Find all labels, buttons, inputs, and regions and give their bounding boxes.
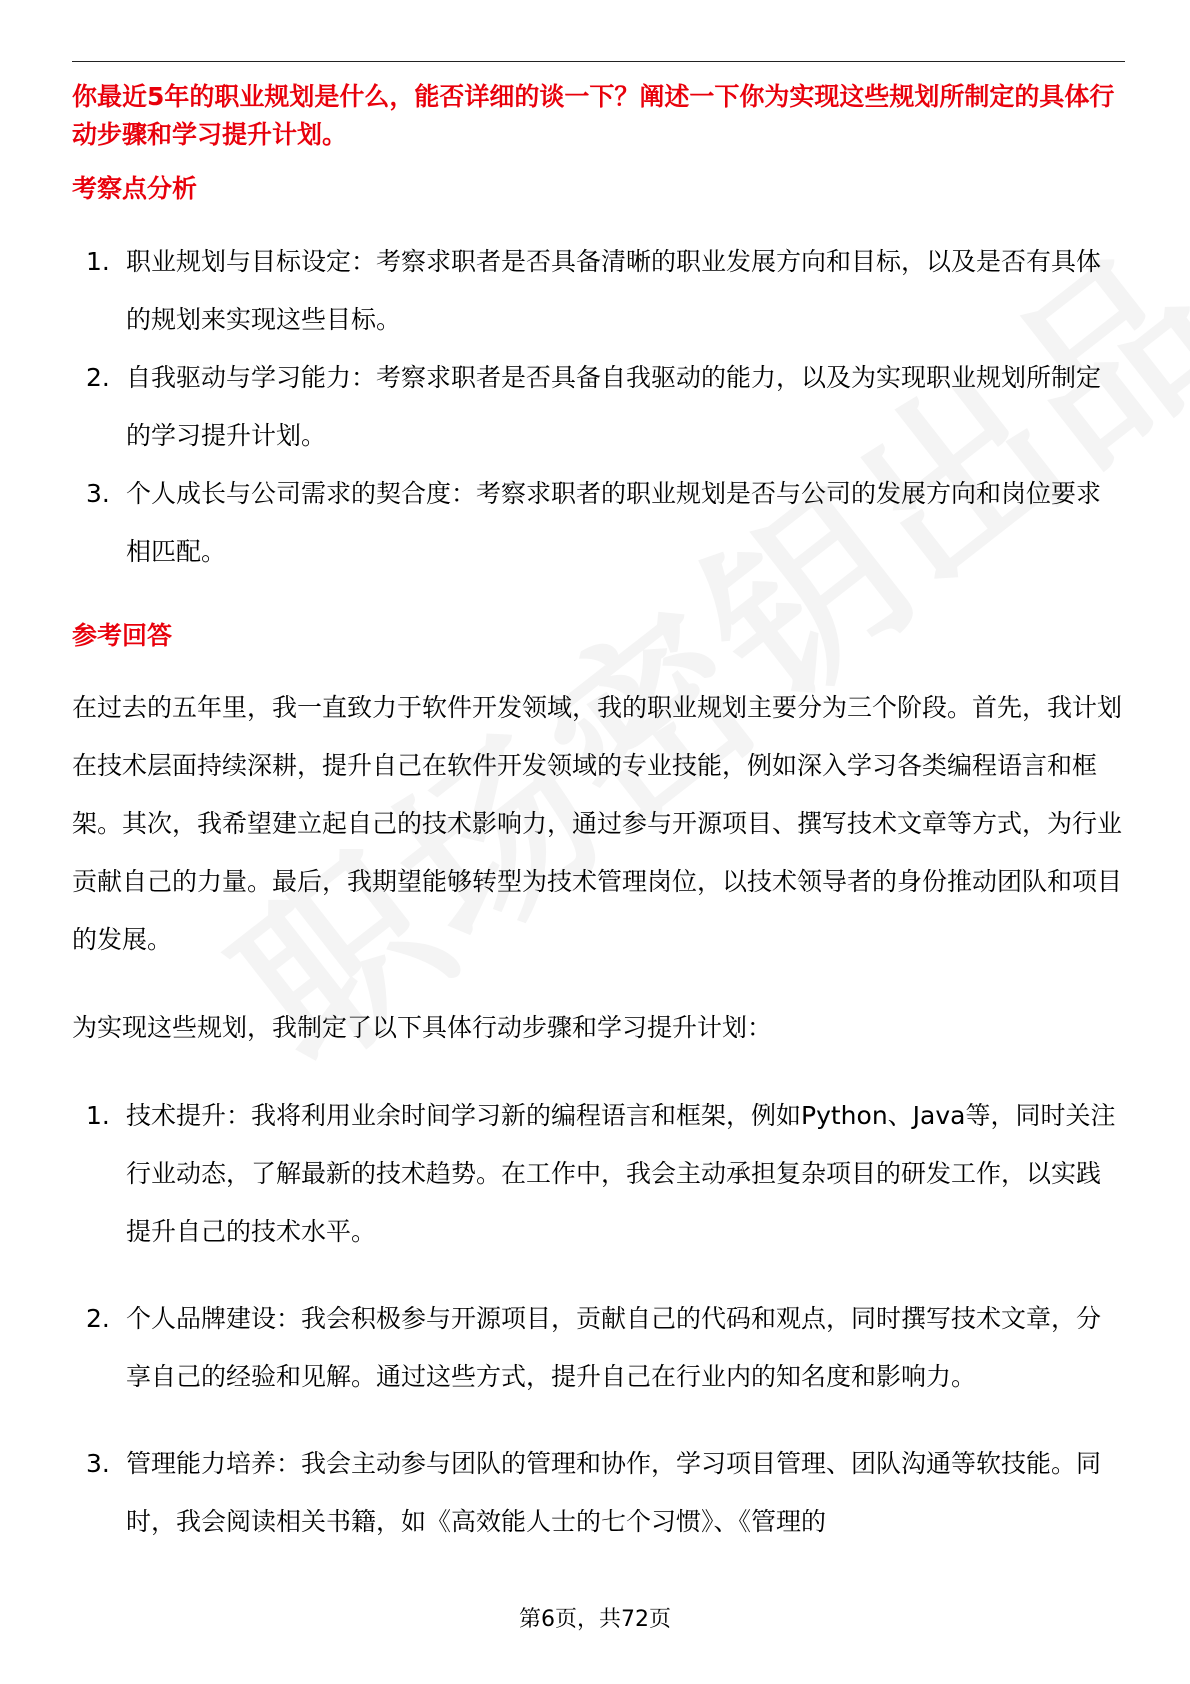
action-step-text: 管理能力培养：我会主动参与团队的管理和协作，学习项目管理、团队沟通等软技能。同时，我会阅读相关书籍，如《高效能人士的七个习惯》、《管理的 [126,1449,1102,1536]
list-number: 3. [86,479,110,508]
list-number: 3. [86,1449,110,1478]
page-footer: 第6页，共72页 [519,1607,671,1632]
answer-heading: 参考回答 [72,621,173,650]
analysis-list [72,233,1125,581]
action-step-text: 技术提升：我将利用业余时间学习新的编程语言和框架，例如Python、Java等，同时关注行业动态，了解最新的技术趋势。在工作中，我会主动承担复杂项目的研发工作，以实践提升自己的技术水平。 [126,1101,1116,1246]
action-steps-list [72,1087,1125,1551]
action-step-item [72,1087,1125,1261]
action-step-item [72,1290,1125,1406]
list-number: 1. [86,1101,110,1130]
question-text: 你最近5年的职业规划是什么，能否详细的谈一下？阐述一下你为实现这些规划所制定的具体行动步骤和学习提升计划。 [72,82,1115,149]
page-content [72,78,1125,1580]
analysis-item [72,233,1125,349]
list-number: 1. [86,247,110,276]
action-step-text: 个人品牌建设：我会积极参与开源项目，贡献自己的代码和观点，同时撰写技术文章，分享自己的经验和见解。通过这些方式，提升自己在行业内的知名度和影响力。 [126,1304,1102,1391]
top-divider [72,61,1125,62]
analysis-item-text: 个人成长与公司需求的契合度：考察求职者的职业规划是否与公司的发展方向和岗位要求相匹配。 [126,479,1102,566]
analysis-item [72,349,1125,465]
action-step-item [72,1435,1125,1551]
analysis-heading: 考察点分析 [72,174,198,203]
list-number: 2. [86,363,110,392]
answer-paragraph: 在过去的五年里，我一直致力于软件开发领域，我的职业规划主要分为三个阶段。首先，我计划在技术层面持续深耕，提升自己在软件开发领域的专业技能，例如深入学习各类编程语言和框架。其次，我希望建立起自己的技术影响力，通过参与开源项目、撰写技术文章等方式，为行业贡献自己的力量。最后，我期望能够转型为技术管理岗位，以技术领导者的身份推动团队和项目的发展。 [72,693,1123,954]
answer-intro-paragraph: 为实现这些规划，我制定了以下具体行动步骤和学习提升计划： [72,1013,773,1042]
analysis-item-text: 职业规划与目标设定：考察求职者是否具备清晰的职业发展方向和目标，以及是否有具体的规划来实现这些目标。 [126,247,1102,334]
analysis-item-text: 自我驱动与学习能力：考察求职者是否具备自我驱动的能力，以及为实现职业规划所制定的学习提升计划。 [126,363,1102,450]
list-number: 2. [86,1304,110,1333]
analysis-item [72,465,1125,581]
